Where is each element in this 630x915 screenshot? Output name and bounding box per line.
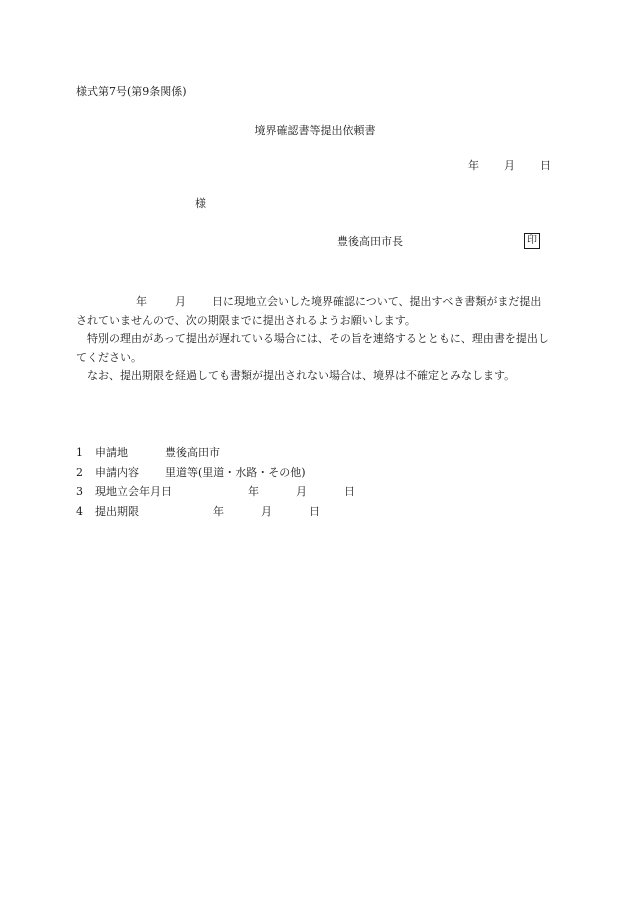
body-paragraph-1-text: 日に現地立会いした境界確認について、提出すべき書類がまだ提出されていませんので、次の期限までに提出されるようお願いします。 [76,295,542,327]
item-label: 提出期限 [95,504,139,518]
item-year: 年 [213,504,224,518]
body-month: 月 [175,295,186,308]
issuer-name: 豊後高田市長 [337,235,403,248]
seal-mark: 印 [524,233,540,249]
form-number: 様式第7号(第9条関係) [76,85,187,98]
item-month: 月 [261,504,272,518]
item-number: 3 [76,485,83,498]
body-paragraph-1 [76,293,550,330]
item-number: 4 [76,504,83,518]
item-year: 年 [248,485,259,498]
item-value: 里道等(里道・水路・その他) [165,465,306,479]
item-number: 1 [76,446,83,459]
date-year: 年 [468,159,479,172]
item-label: 申請地 [95,446,128,459]
item-value: 豊後高田市 [165,446,220,459]
item-label: 申請内容 [95,465,139,479]
body-paragraph-3: なお、提出期限を経過しても書類が提出されない場合は、境界は不確定とみなします。 [87,369,516,382]
item-day: 日 [344,485,355,498]
body-text [76,293,550,386]
document-title: 境界確認書等提出依頼書 [254,124,376,137]
body-year: 年 [136,295,147,308]
item-day: 日 [309,504,320,518]
date-day: 日 [540,159,551,172]
date-month: 月 [504,159,515,172]
item-label: 現地立会年月日 [95,485,172,498]
item-number: 2 [76,465,83,479]
item-month: 月 [296,485,307,498]
body-paragraph-2: 特別の理由があって提出が遅れている場合には、その旨を連絡するとともに、理由書を提出してください。 [76,332,549,364]
addressee: 様 [195,197,206,210]
date-line [468,160,551,171]
